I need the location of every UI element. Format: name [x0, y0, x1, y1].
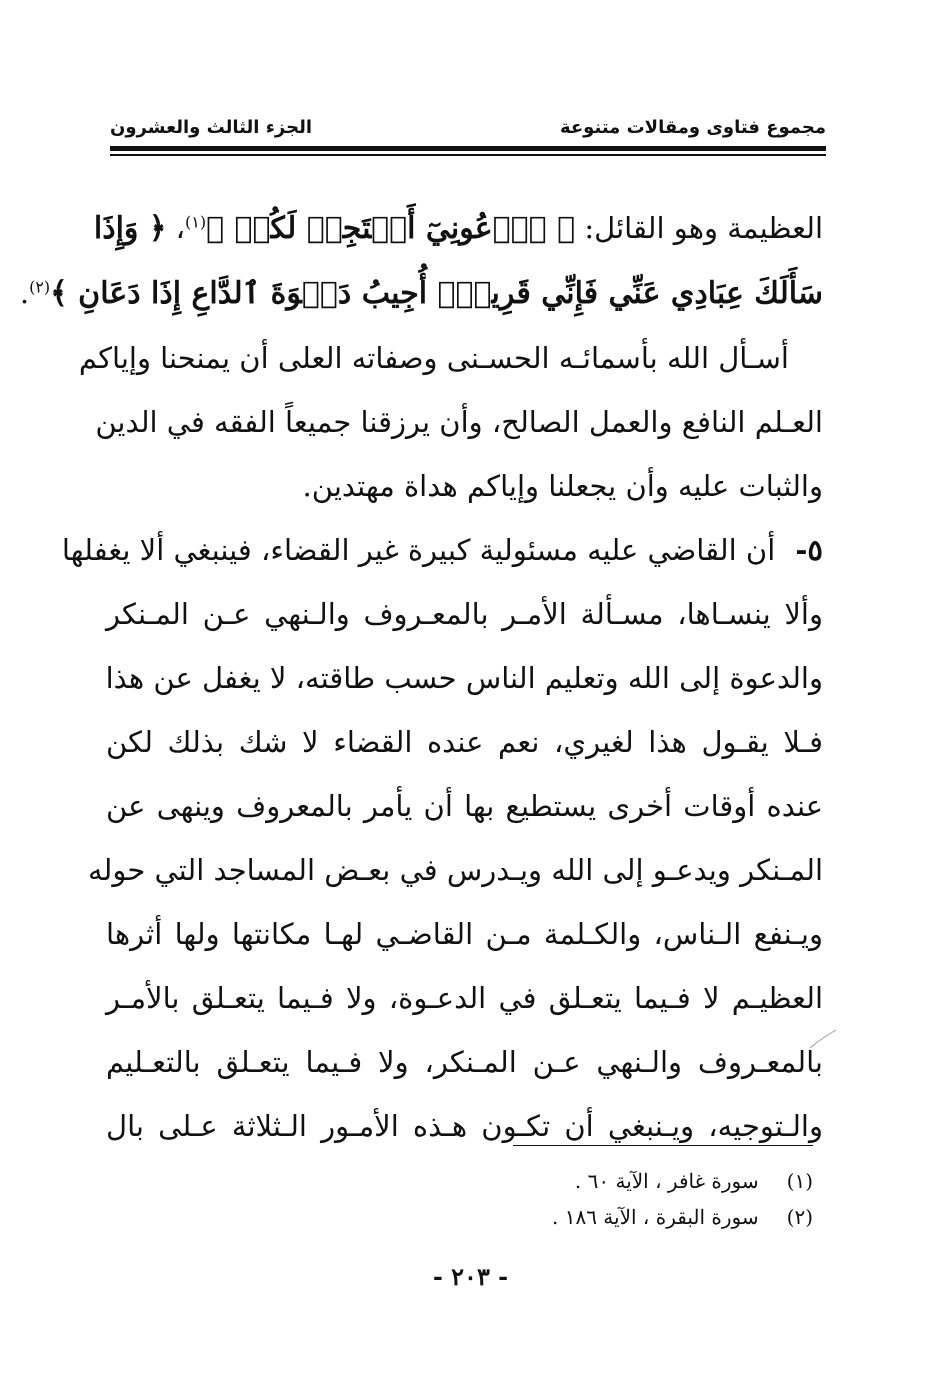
quran-verse: ﴿ ٱدۡعُونِيٓ أَسۡتَجِبۡ لَكُمۡ ﴾: [206, 211, 576, 246]
footnote-number: (١): [786, 1169, 813, 1193]
text-line: [19, 261, 823, 326]
footnote-marker: (٢): [29, 277, 51, 297]
text-segment: فـلا يقـول هذا لغيري، نعم عنده القضاء لا شك بذلك لكن: [106, 725, 823, 759]
text-line: [78, 326, 823, 390]
volume-title: الجزء الثالث والعشرون: [110, 117, 313, 138]
text-segment: العظيمة وهو القائل:: [575, 211, 823, 245]
footnote-text: سورة البقرة ، الآية ١٨٦ .: [552, 1205, 759, 1229]
text-segment: والـتوجيه، ويـنبغي أن تكـون هـذه الأمـور الـثلاثة عـلى بال: [106, 1109, 823, 1143]
text-segment: عنده أوقات أخرى يستطيع بها أن يأمر بالمعروف وينهى عن: [106, 789, 823, 823]
item-number: ٥-: [785, 533, 823, 567]
text-segment: والثبات عليه وأن يجعلنا وإياكم هداة مهتدين.: [302, 469, 823, 503]
page-number: - ٢٠٣ -: [432, 1262, 509, 1291]
footnote-text: سورة غافر ، الآية ٦٠ .: [574, 1169, 759, 1193]
text-segment: أسـأل الله بأسمائـه الحسـنى وصفاته العلى أن يمنحنا وإياكم: [78, 341, 789, 375]
text-segment: وألا ينسـاها، مسـألة الأمـر بالمعـروف والـنهي عـن المـنكر: [106, 597, 823, 631]
quran-verse: سَأَلَكَ عِبَادِي عَنِّي فَإِنِّي قَرِيبٌۖ أُجِيبُ دَعۡوَةَ ٱلدَّاعِ إِذَا دَعَانِ ﴾: [50, 276, 823, 311]
text-line: [95, 390, 823, 454]
text-line: [106, 582, 823, 646]
scan-mark-icon: [808, 1028, 838, 1050]
text-line: [106, 454, 823, 518]
text-line: [106, 710, 823, 774]
footnote-marker: (١): [185, 212, 207, 232]
text-line: [87, 838, 823, 902]
book-title: مجموع فتاوى ومقالات متنوعة: [559, 117, 826, 138]
running-header: [110, 110, 826, 138]
footnote-1: [300, 1163, 813, 1199]
text-segment: ويـنفع الـناس، والكـلمة مـن القاضـي لهـا مكانتها ولها أثرها: [106, 917, 823, 951]
text-segment: بالمعـروف والـنهي عـن المـنكر، ولا فـيما يتعـلق بالتعـليم: [106, 1045, 823, 1079]
header-rule: [110, 146, 826, 151]
text-line: [106, 1030, 823, 1094]
footnotes: [300, 1163, 813, 1235]
text-segment: .: [19, 276, 30, 310]
text-segment: والدعوة إلى الله وتعليم الناس حسب طاقته، لا يغفل عن هذا: [105, 661, 823, 695]
text-line: [93, 196, 823, 261]
text-segment: ،: [166, 211, 185, 245]
footnote-number: (٢): [786, 1205, 813, 1229]
quran-verse: ﴿ وَإِذَا: [93, 211, 167, 246]
text-segment: المـنكر ويدعـو إلى الله ويـدرس في بعـض المساجد التي حوله: [87, 853, 823, 887]
footnote-2: [300, 1199, 813, 1235]
text-segment: العـلم النافع والعمل الصالح، وأن يرزقنا جميعاً الفقه في الدين: [95, 405, 823, 439]
text-segment: العظيـم لا فـيما يتعـلق في الدعـوة، ولا فـيما يتعـلق بالأمـر: [106, 981, 823, 1015]
text-line: [106, 774, 823, 838]
body-text: [19, 196, 823, 1158]
header-rule-thin: [110, 154, 826, 156]
footnote-separator: [513, 1145, 813, 1146]
text-line: [106, 966, 823, 1030]
text-line: [106, 1094, 823, 1158]
text-line: [106, 646, 823, 710]
text-line: [106, 902, 823, 966]
text-segment: أن القاضي عليه مسئولية كبيرة غير القضاء، فينبغي ألا يغفلها: [61, 533, 776, 567]
text-line: [61, 518, 823, 582]
